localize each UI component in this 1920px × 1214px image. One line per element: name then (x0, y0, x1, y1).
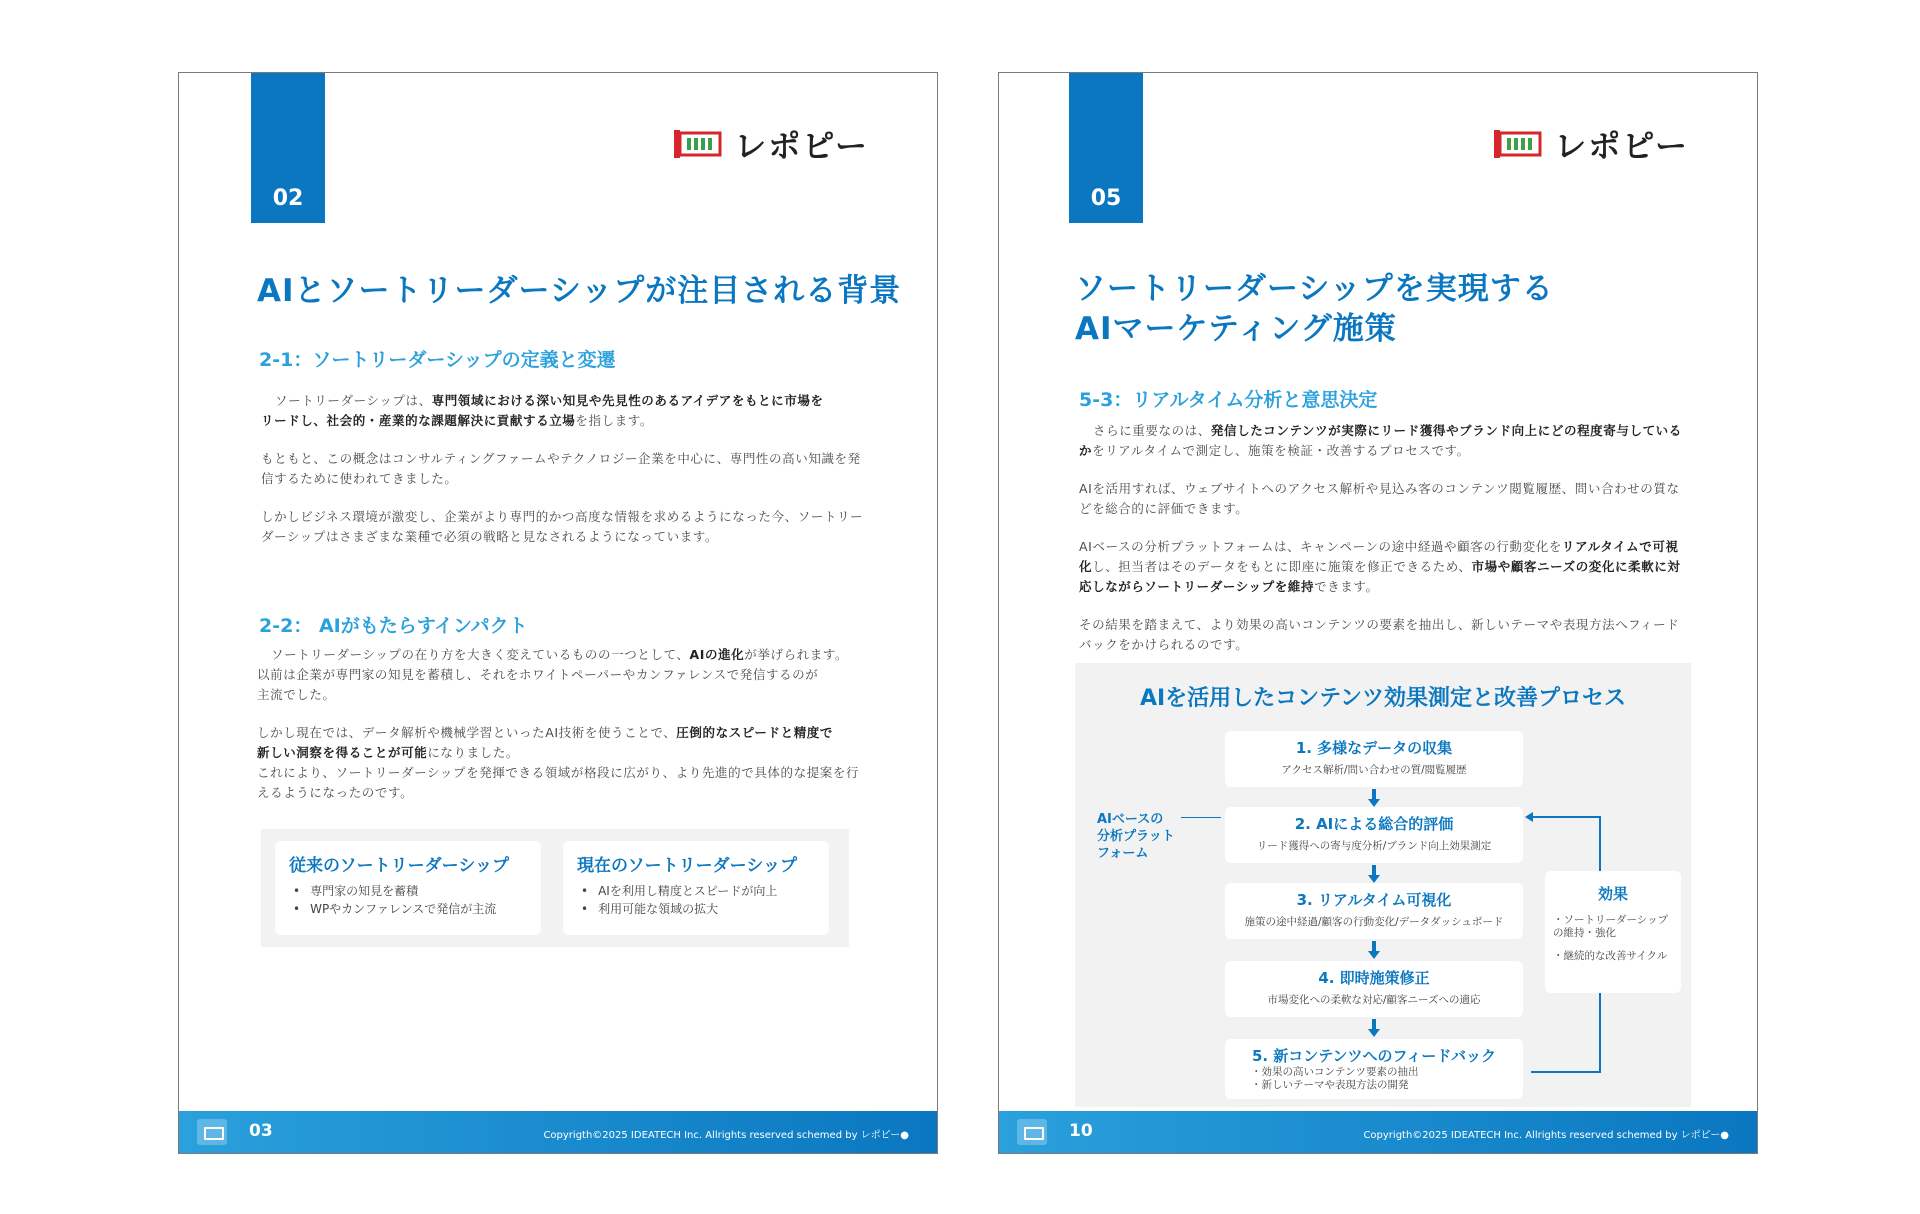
comparison-title: 従来のソートリーダーシップ (289, 856, 509, 876)
footer-page-number: 03 (249, 1121, 273, 1141)
comparison-panel (261, 829, 849, 947)
page-title (1075, 269, 1554, 349)
text: 主流でした。 (257, 687, 336, 702)
section-heading-2-2: 2-2： AIがもたらすインパクト (259, 615, 528, 637)
chapter-number: 02 (272, 186, 304, 211)
section-heading-2-1: 2-1：ソートリーダーシップの定義と変遷 (259, 349, 616, 371)
document-page-right (998, 72, 1758, 1154)
step-subtitle: ・新しいテーマや表現方法の開発 (1251, 1079, 1409, 1091)
text: どを総合的に評価できます。 (1079, 501, 1249, 516)
logo (1492, 121, 1689, 167)
bold-text: AIの進化 (689, 647, 745, 662)
step-subtitle: アクセス解析/問い合わせの質/閲覧履歴 (1281, 764, 1467, 776)
paragraph (1079, 421, 1699, 461)
connector-line (1181, 817, 1221, 818)
text: 分析プラット (1097, 829, 1175, 844)
text: 信するために使われてきました。 (261, 471, 458, 486)
process-step-4 (1225, 961, 1523, 1017)
paragraph (257, 723, 877, 803)
comparison-list (577, 882, 815, 918)
bold-text: 化 (1079, 559, 1093, 574)
platform-label (1097, 811, 1175, 862)
diagram-title: AIを活用したコンテンツ効果測定と改善プロセス (1139, 686, 1627, 711)
page-footer (999, 1111, 1757, 1153)
text: その結果を踏まえて、より効果の高いコンテンツの要素を抽出し、新しいテーマや表現方法へフィード (1079, 617, 1680, 632)
text: しかしビジネス環境が激変し、企業がより専門的かつ高度な情報を求めるようになった今、ソートリー (261, 509, 864, 524)
section-heading-5-3: 5-3：リアルタイム分析と意思決定 (1079, 389, 1378, 411)
page-footer (179, 1111, 937, 1153)
bold-text: 新しい洞察を得ることが可能 (257, 745, 428, 760)
comparison-card-old (275, 841, 541, 935)
step-title: 1. 多様なデータの収集 (1295, 739, 1453, 757)
document-page-left (178, 72, 938, 1154)
footer-logo-icon (197, 1119, 227, 1145)
process-step-2 (1225, 807, 1523, 863)
text: できます。 (1314, 579, 1379, 594)
bold-text: 発信したコンテンツが実際にリード獲得やブランド向上にどの程度寄与している (1210, 423, 1682, 438)
text: AIを活用すれば、ウェブサイトへのアクセス解析や見込み客のコンテンツ閲覧履歴、問い合わせの質な (1079, 481, 1680, 496)
footer-logo-icon (1017, 1119, 1047, 1145)
process-diagram (1075, 663, 1691, 1107)
effect-item (1545, 914, 1681, 940)
bold-text: リアルタイムで可視 (1561, 539, 1679, 554)
step-subtitle: リード獲得への寄与度分析/ブランド向上効果測定 (1256, 840, 1492, 852)
footer-copyright: Copyrigth©2025 IDEATECH Inc. Allrights reserved schemed by レポピー● (1363, 1130, 1729, 1141)
text: これにより、ソートリーダーシップを発揮できる領域が格段に広がり、より先進的で具体的な提案を行 (257, 765, 860, 780)
effect-box (1545, 871, 1681, 993)
list-item: • 利用可能な領域の拡大 (577, 900, 815, 918)
title-line-1: ソートリーダーシップを実現する (1075, 271, 1554, 307)
text: もともと、この概念はコンサルティングファームやテクノロジー企業を中心に、専門性の高い知識を発 (261, 451, 861, 466)
logo-icon (672, 124, 724, 164)
list-item: • AIを利用し精度とスピードが向上 (577, 882, 815, 900)
logo-icon (1492, 124, 1544, 164)
feedback-line (1599, 816, 1601, 872)
paragraph (261, 449, 881, 489)
logo-text: レポピー (1554, 127, 1689, 165)
list-item: • WPやカンファレンスで発信が主流 (289, 900, 527, 918)
comparison-list (289, 882, 527, 918)
paragraph (261, 507, 881, 547)
text: バックをかけられるのです。 (1079, 637, 1249, 652)
text: が挙げられます。 (744, 647, 849, 662)
arrow-down-icon (1368, 1029, 1380, 1037)
bold-text: 応しながらソートリーダーシップを維持 (1079, 579, 1315, 594)
step-title: 2. AIによる総合的評価 (1294, 815, 1454, 833)
text: の維持・強化 (1553, 927, 1616, 939)
text: AIベースの (1097, 812, 1164, 827)
arrow-down-icon (1368, 951, 1380, 959)
text: ダーシップはさまざまな業種で必須の戦略と見なされるようになっています。 (261, 529, 719, 544)
arrow-icon (1372, 941, 1376, 951)
text: さらに重要なのは、 (1093, 423, 1211, 438)
step-subtitle: ・効果の高いコンテンツ要素の抽出 (1251, 1066, 1419, 1078)
bold-text: 専門領域における深い知見や先見性のあるアイデアをもとに市場を (431, 393, 824, 408)
arrow-icon (1372, 865, 1376, 875)
effect-item: ・継続的な改善サイクル (1553, 950, 1668, 962)
feedback-line (1531, 816, 1601, 818)
bold-text: か (1079, 443, 1093, 458)
paragraph (257, 645, 877, 705)
step-subtitle: 市場変化への柔軟な対応/顧客ニーズへの適応 (1267, 994, 1481, 1006)
text: を指します。 (575, 413, 654, 428)
chapter-number: 05 (1090, 186, 1122, 211)
comparison-card-new (563, 841, 829, 935)
comparison-title: 現在のソートリーダーシップ (577, 856, 797, 876)
chapter-tab (1069, 73, 1143, 223)
step-subtitle: 施策の途中経過/顧客の行動変化/データダッシュボード (1244, 916, 1504, 928)
feedback-line (1599, 993, 1601, 1073)
step-title: 3. リアルタイム可視化 (1296, 891, 1452, 909)
text: になりました。 (427, 745, 520, 760)
effect-title: 効果 (1597, 885, 1628, 903)
step-title: 5. 新コンテンツへのフィードバック (1251, 1047, 1497, 1065)
process-step-1 (1225, 731, 1523, 787)
text: をリアルタイムで測定し、施策を検証・改善するプロセスです。 (1092, 443, 1470, 458)
text: し、担当者はそのデータをもとに即座に施策を修正できるため、 (1092, 559, 1472, 574)
process-step-5 (1225, 1039, 1523, 1099)
text: えるようになったのです。 (257, 785, 414, 800)
text: フォーム (1097, 846, 1149, 861)
bold-text: リードし、社会的・産業的な課題解決に貢献する立場 (261, 413, 576, 428)
page-title: AIとソートリーダーシップが注目される背景 (257, 273, 902, 309)
step-title: 4. 即時施策修正 (1318, 969, 1430, 987)
process-step-3 (1225, 883, 1523, 939)
text: ソートリーダーシップは、 (275, 393, 432, 408)
text: 以前は企業が専門家の知見を蓄積し、それをホワイトペーパーやカンファレンスで発信するのが (257, 667, 819, 682)
arrow-down-icon (1368, 875, 1380, 883)
title-line-2: AIマーケティング施策 (1075, 311, 1397, 347)
feedback-line (1531, 1071, 1601, 1073)
list-item: • 専門家の知見を蓄積 (289, 882, 527, 900)
footer-copyright: Copyrigth©2025 IDEATECH Inc. Allrights reserved schemed by レポピー● (543, 1130, 909, 1141)
arrow-icon (1372, 789, 1376, 799)
footer-page-number: 10 (1069, 1121, 1093, 1141)
arrow-icon (1372, 1019, 1376, 1029)
text: ・ソートリーダーシップ (1553, 914, 1669, 926)
text: AIベースの分析プラットフォームは、キャンペーンの途中経過や顧客の行動変化を (1079, 539, 1562, 554)
text: しかし現在では、データ解析や機械学習といったAI技術を使うことで、 (257, 725, 677, 740)
arrow-down-icon (1368, 799, 1380, 807)
logo-text: レポピー (734, 127, 869, 165)
arrow-left-icon (1525, 812, 1533, 822)
bold-text: 圧倒的なスピードと精度で (676, 725, 833, 740)
paragraph (1079, 479, 1699, 519)
paragraph (261, 391, 881, 431)
paragraph (1079, 537, 1699, 597)
logo (672, 121, 869, 167)
bold-text: 市場や顧客ニーズの変化に柔軟に対 (1471, 559, 1681, 574)
paragraph (1079, 615, 1699, 655)
chapter-tab (251, 73, 325, 223)
text: ソートリーダーシップの在り方を大きく変えているものの一つとして、 (271, 647, 690, 662)
